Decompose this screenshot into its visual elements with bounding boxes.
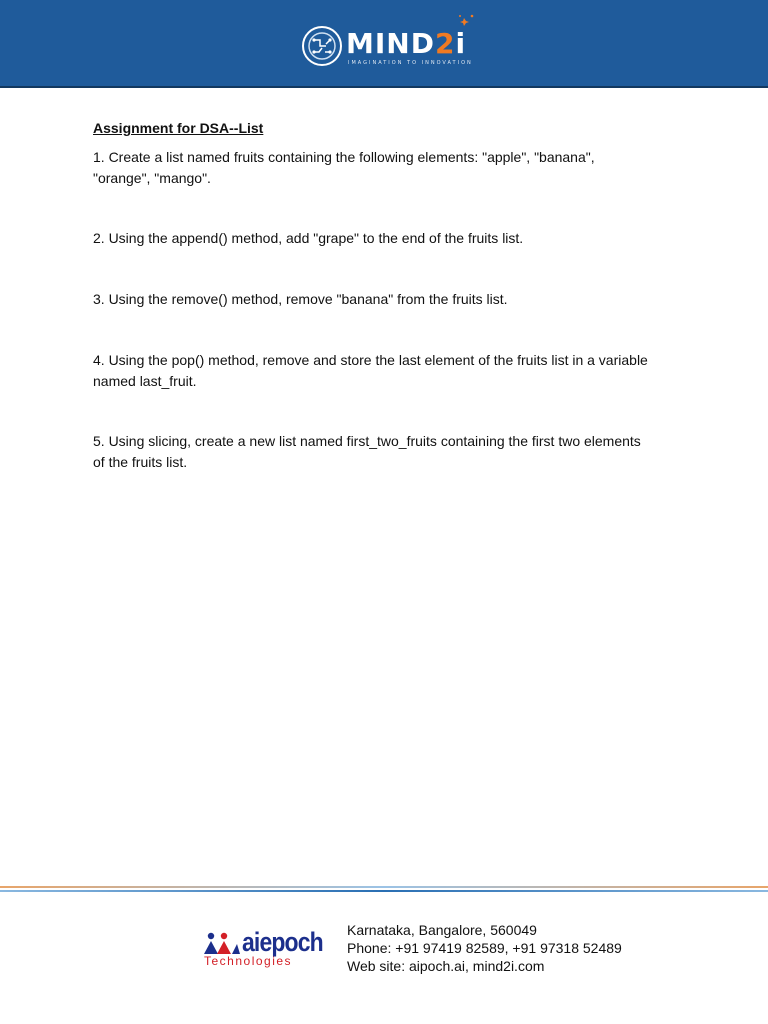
assignment-content	[93, 118, 653, 470]
contact-block	[347, 921, 622, 975]
aiepoch-wordmark: aiepoch	[242, 927, 323, 957]
footer-divider-bottom	[0, 890, 768, 892]
aiepoch-logo	[202, 928, 330, 972]
question-1: 1. Create a list named fruits containing the following elements: "apple", "banana", "orange", "mango".	[93, 149, 595, 186]
question-5: 5. Using slicing, create a new list named first_two_fruits containing the first two elements of the fruits list.	[93, 433, 641, 470]
logo-wordmark	[346, 27, 467, 60]
logo-tagline: IMAGINATION TO INNOVATION	[348, 60, 473, 66]
footer-divider-top	[0, 886, 768, 888]
header-band	[0, 0, 768, 88]
logo-word-accent: 2	[434, 27, 456, 60]
question-3: 3. Using the remove() method, remove "banana" from the fruits list.	[93, 291, 508, 307]
contact-phone: Phone: +91 97419 82589, +91 97318 52489	[347, 940, 622, 956]
contact-website: Web site: aipoch.ai, mind2i.com	[347, 958, 545, 974]
mind2i-logo	[300, 14, 480, 74]
question-2: 2. Using the append() method, add "grape" to the end of the fruits list.	[93, 230, 524, 246]
assignment-title: Assignment for DSA--List	[93, 120, 264, 136]
question-4: 4. Using the pop() method, remove and store the last element of the fruits list in a variable named last_fruit.	[93, 352, 648, 389]
aiepoch-subtitle: Technologies	[204, 954, 293, 968]
contact-address: Karnataka, Bangalore, 560049	[347, 922, 537, 938]
logo-word-end: i	[455, 27, 467, 60]
logo-word-main: MIND	[346, 27, 435, 60]
